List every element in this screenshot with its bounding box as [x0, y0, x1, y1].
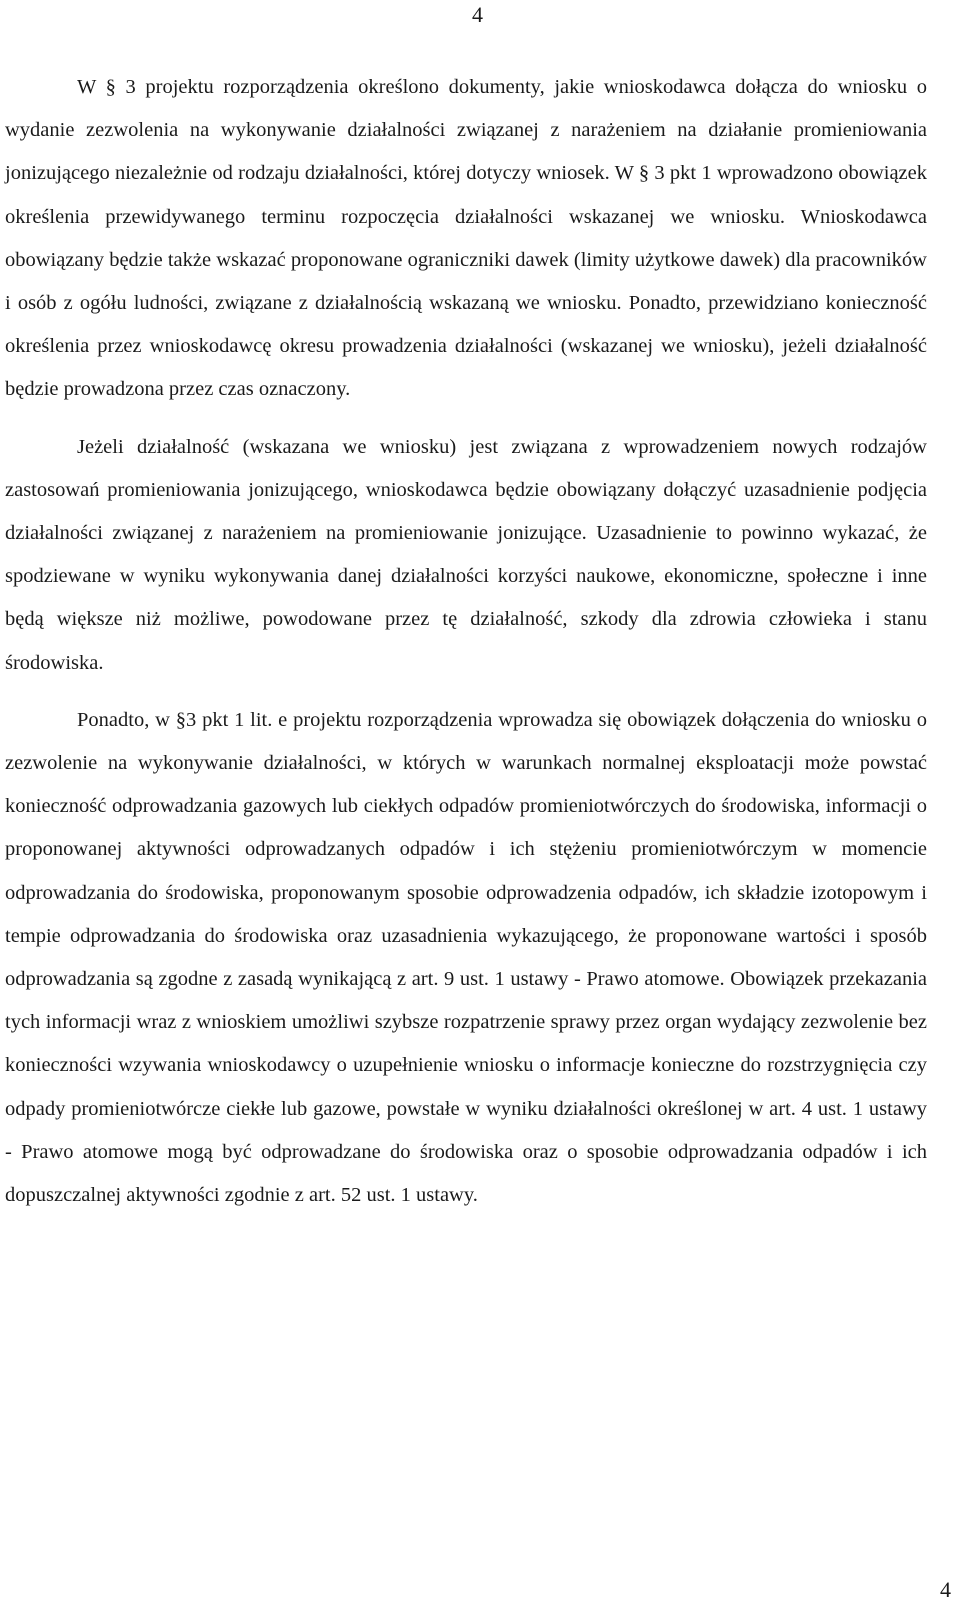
- paragraph-3: Ponadto, w §3 pkt 1 lit. e projektu rozporządzenia wprowadza się obowiązek dołączenia do wniosku o zezwolenie na wykonywanie działalności, w których w warunkach normalnej eksploatacji może powstać konieczność odprowadzania gazowych lub ciekłych odpadów promieniotwórczych do środowiska, informacji o proponowanej aktywności odprowadzanych odpadów i ich stężeniu promieniotwórczym w momencie odprowadzania do środowiska, proponowanym sposobie odprowadzenia odpadów, ich składzie izotopowym i tempie odprowadzania do środowiska oraz uzasadnienia wykazującego, że proponowane wartości i sposób odprowadzania są zgodne z zasadą wynikającą z art. 9 ust. 1 ustawy - Prawo atomowe. Obowiązek przekazania tych informacji wraz z wnioskiem umożliwi szybsze rozpatrzenie sprawy przez organ wydający zezwolenie bez konieczności wzywania wnioskodawcy o uzupełnienie wniosku o informacje konieczne do rozstrzygnięcia czy odpady promieniotwórcze ciekłe lub gazowe, powstałe w wyniku działalności określonej w art. 4 ust. 1 ustawy - Prawo atomowe mogą być odprowadzane do środowiska oraz o sposobie odprowadzania odpadów i ich dopuszczalnej aktywności zgodnie z art. 52 ust. 1 ustawy.: [5, 708, 927, 1207]
- page-number-top: 4: [472, 2, 483, 27]
- page-number-bottom: 4: [940, 1577, 951, 1602]
- paragraph-1: W § 3 projektu rozporządzenia określono dokumenty, jakie wnioskodawca dołącza do wniosku o wydanie zezwolenia na wykonywanie działalności związanej z narażeniem na działanie promieniowania jonizującego niezależnie od rodzaju działalności, której dotyczy wniosek. W § 3 pkt 1 wprowadzono obowiązek określenia przewidywanego terminu rozpoczęcia działalności wskazanej we wniosku. Wnioskodawca obowiązany będzie także wskazać proponowane ograniczniki dawek (limity użytkowe dawek) dla pracowników i osób z ogółu ludności, związane z działalnością wskazaną we wniosku. Ponadto, przewidziano konieczność określenia przez wnioskodawcę okresu prowadzenia działalności (wskazanej we wniosku), jeżeli działalność będzie prowadzona przez czas oznaczony.: [5, 76, 927, 401]
- document-body: [5, 66, 927, 1217]
- paragraph-2: Jeżeli działalność (wskazana we wniosku) jest związana z wprowadzeniem nowych rodzajów zastosowań promieniowania jonizującego, wnioskodawca będzie obowiązany dołączyć uzasadnienie podjęcia działalności związanej z narażeniem na promieniowanie jonizujące. Uzasadnienie to powinno wykazać, że spodziewane w wyniku wykonywania danej działalności korzyści naukowe, ekonomiczne, społeczne i inne będą większe niż możliwe, powodowane przez tę działalność, szkody dla zdrowia człowieka i stanu środowiska.: [5, 435, 927, 674]
